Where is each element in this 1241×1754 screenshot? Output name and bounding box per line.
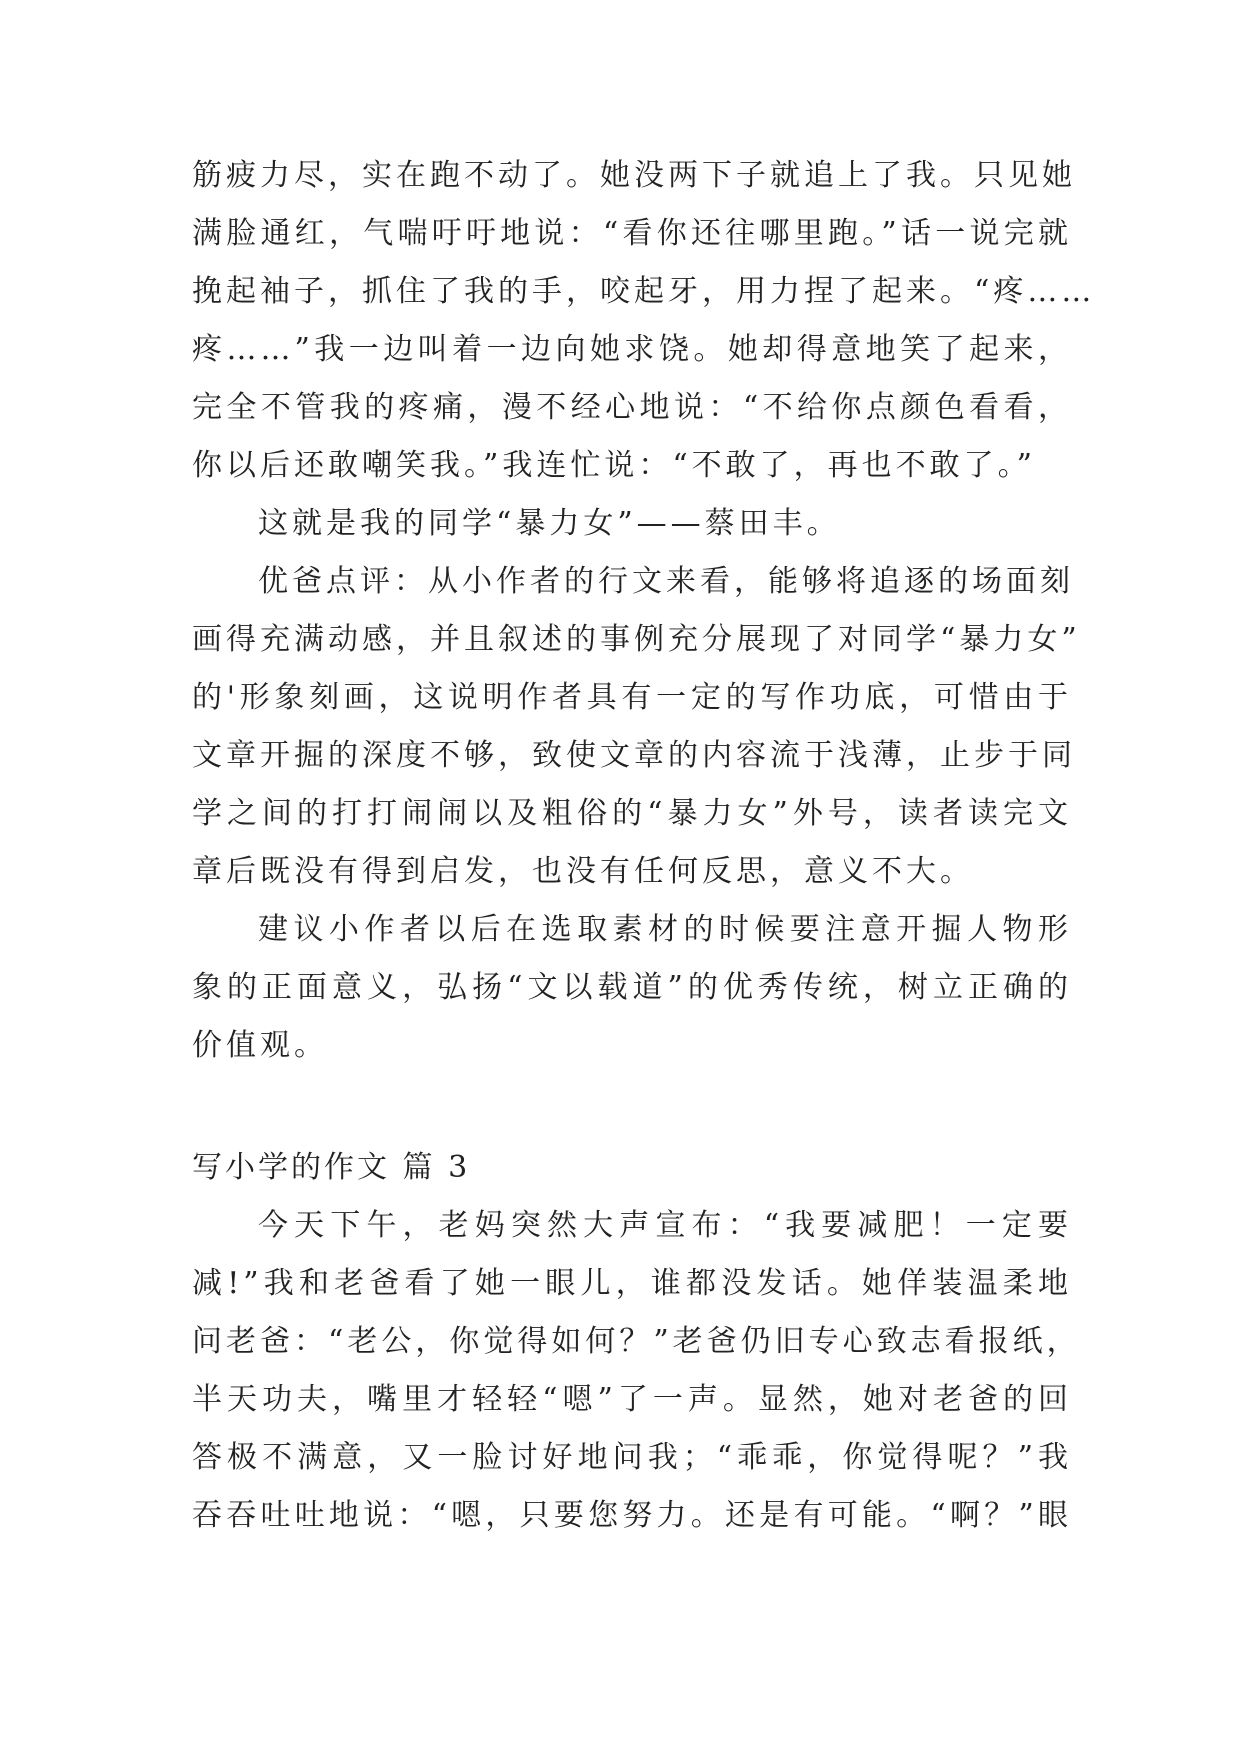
text-line: 问老爸：“老公，你觉得如何？”老爸仍旧专心致志看报纸， [192, 1324, 1081, 1359]
text-line: 建议小作者以后在选取素材的时候要注意开掘人物形 [258, 912, 1072, 947]
text-line: 完全不管我的疼痛，漫不经心地说：“不给你点颜色看看， [192, 390, 1072, 425]
text-line: 文章开掘的深度不够，致使文章的内容流于浅薄，止步于同 [192, 738, 1076, 773]
text-line: 画得充满动感，并且叙述的事例充分展现了对同学“暴力女” [192, 622, 1081, 657]
text-line: 减!”我和老爸看了她一眼儿，谁都没发话。她佯装温柔地 [192, 1266, 1072, 1301]
text-line: 疼……”我一边叫着一边向她求饶。她却得意地笑了起来， [192, 332, 1072, 367]
text-line: 的'形象刻画，这说明作者具有一定的写作功底，可惜由于 [192, 680, 1072, 715]
text-line: 这就是我的同学“暴力女”——蔡田丰。 [258, 506, 841, 541]
text-line: 吞吞吐吐地说：“嗯，只要您努力。还是有可能。“啊？”眼 [192, 1498, 1072, 1533]
text-line: 筋疲力尽，实在跑不动了。她没两下子就追上了我。只见她 [192, 158, 1076, 193]
text-line: 你以后还敢嘲笑我。”我连忙说：“不敢了，再也不敢了。” [192, 448, 1037, 483]
text-line: 象的正面意义，弘扬“文以载道”的优秀传统，树立正确的 [192, 970, 1072, 1005]
text-line: 答极不满意，又一脸讨好地问我；“乖乖，你觉得呢？”我 [192, 1440, 1072, 1475]
text-line: 价值观。 [192, 1028, 328, 1063]
text-line: 今天下午，老妈突然大声宣布：“我要减肥！一定要 [258, 1208, 1072, 1243]
text-line: 半天功夫，嘴里才轻轻“嗯”了一声。显然，她对老爸的回 [192, 1382, 1072, 1417]
section-heading: 写小学的作文 篇 3 [192, 1150, 471, 1185]
text-line: 满脸通红，气喘吁吁地说：“看你还往哪里跑。”话一说完就 [192, 216, 1072, 251]
text-line: 学之间的打打闹闹以及粗俗的“暴力女”外号，读者读完文 [192, 796, 1072, 831]
text-line: 挽起袖子，抓住了我的手，咬起牙，用力捏了起来。“疼…… [192, 274, 1096, 309]
text-line: 章后既没有得到启发，也没有任何反思，意义不大。 [192, 854, 974, 889]
text-line: 优爸点评：从小作者的行文来看，能够将追逐的场面刻 [258, 564, 1074, 599]
